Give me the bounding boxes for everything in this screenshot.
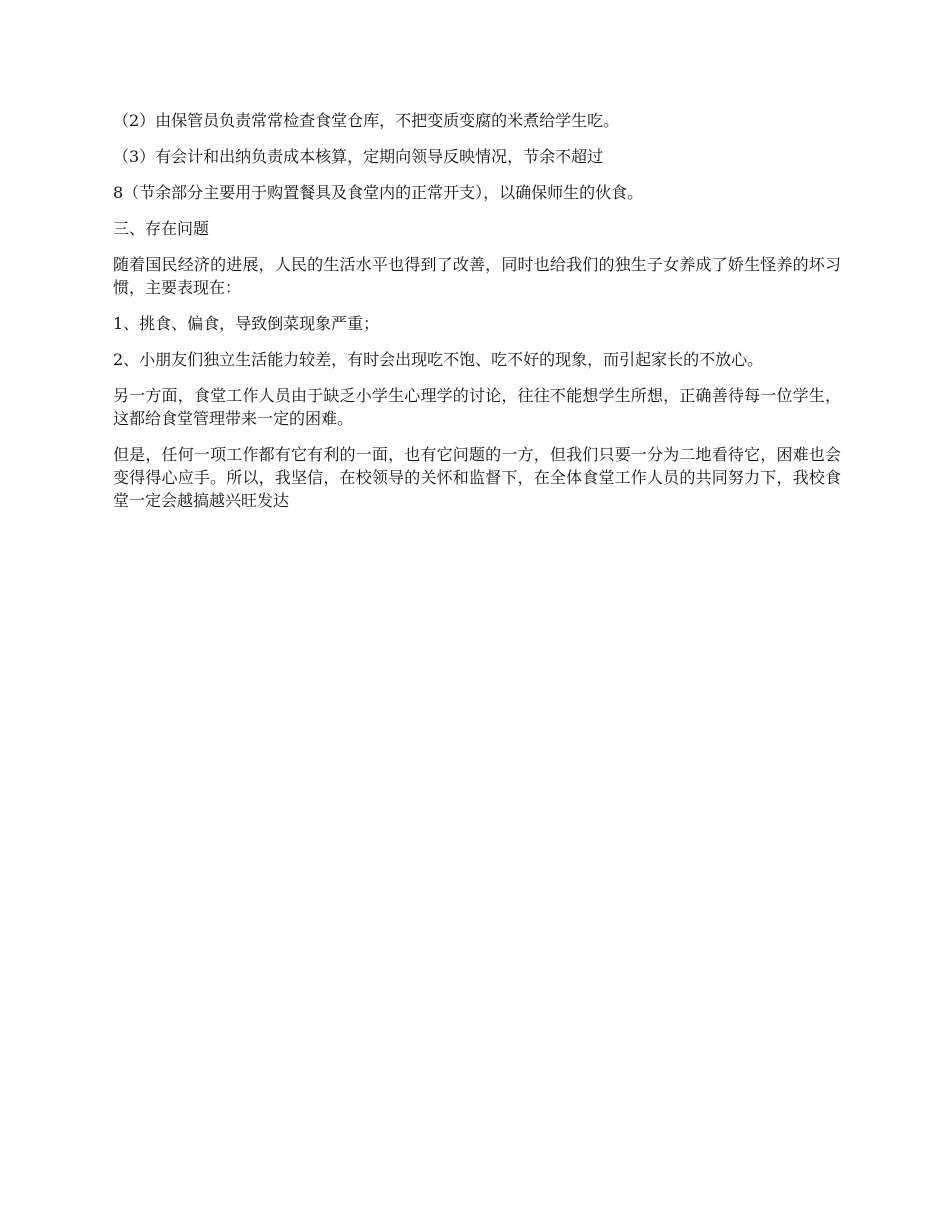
document-body bbox=[113, 109, 841, 525]
list-item-picky-eating: 1、挑食、偏食，导致倒菜现象严重； bbox=[113, 314, 380, 333]
paragraph-problems-intro: 随着国民经济的进展，人民的生活水平也得到了改善，同时也给我们的独生子女养成了娇生怪养的坏习惯，主要表现在： bbox=[113, 255, 841, 297]
paragraph-surplus-usage: 8（节余部分主要用于购置餐具及食堂内的正常开支），以确保师生的伙食。 bbox=[113, 183, 644, 202]
paragraph-warehouse-check: （2）由保管员负责常常检查食堂仓库，不把变质变腐的米煮给学生吃。 bbox=[113, 111, 620, 130]
paragraph-conclusion: 但是，任何一项工作都有它有利的一面，也有它问题的一方，但我们只要一分为二地看待它，困难也会变得得心应手。所以，我坚信，在校领导的关怀和监督下，在全体食堂工作人员的共同努力下，我校食堂一定会越搞越兴旺发达 bbox=[113, 445, 841, 510]
section-heading-problems: 三、存在问题 bbox=[113, 219, 210, 238]
paragraph-staff-difficulty: 另一方面，食堂工作人员由于缺乏小学生心理学的讨论，往往不能想学生所想，正确善待每一位学生，这都给食堂管理带来一定的困难。 bbox=[113, 386, 841, 428]
list-item-independence: 2、小朋友们独立生活能力较差，有时会出现吃不饱、吃不好的现象，而引起家长的不放心。 bbox=[113, 350, 764, 369]
paragraph-cost-accounting: （3）有会计和出纳负责成本核算，定期向领导反映情况，节余不超过 bbox=[113, 147, 604, 166]
